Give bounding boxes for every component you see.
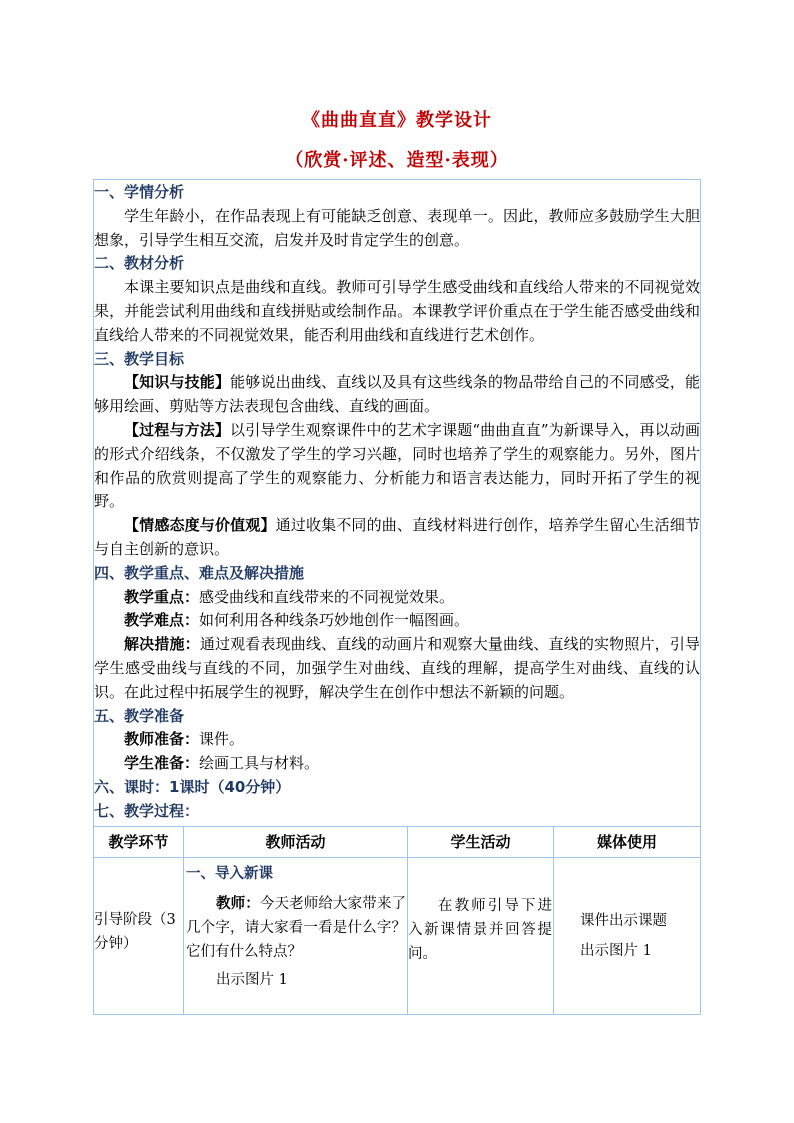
media-item-1: 课件出示课题 (580, 913, 667, 929)
objective-process-label: 【过程与方法】 (124, 420, 231, 439)
teacher-speech-label: 教师： (216, 895, 260, 912)
document-title: 《曲曲直直》教学设计 (302, 110, 492, 131)
objective-process-text: 以引导学生观察课件中的艺术字课题“曲曲直直”为新课导入，再以动画的形式介绍线条，不仅激发了学生的学习兴趣，同时也培养了学生的观察能力。另外，图片和作品的欣赏则提高了学生的观察能力、分析能力和语言表达能力，同时开拓了学生的视野。 (94, 420, 700, 511)
prep-teacher-text: 课件。 (199, 730, 245, 749)
teacher-activity-heading: 一、导入新课 (186, 866, 273, 882)
table-cell-student-activity (408, 894, 552, 966)
objective-knowledge-text: 能够说出曲线、直线以及具有这些线条的物品带给自己的不同感受，能够用绘画、剪贴等方法表现包含曲线、直线的画面。 (94, 373, 700, 416)
key-solution (94, 633, 700, 704)
table-cell-stage: 引导阶段（3分钟） (94, 912, 176, 952)
objective-knowledge (94, 371, 700, 419)
prep-student (94, 752, 700, 776)
key-difficulty (94, 609, 700, 633)
objective-process (94, 419, 700, 514)
objective-knowledge-label: 【知识与技能】 (124, 373, 231, 392)
table-header-stage: 教学环节 (108, 833, 169, 851)
table-header-media: 媒体使用 (596, 833, 657, 851)
table-header-border (93, 857, 701, 858)
teacher-speech-text: 今天老师给大家带来了几个字，请大家看一看是什么字？它们有什么特点？ (186, 896, 406, 960)
prep-student-text: 绘画工具与材料。 (199, 754, 320, 773)
prep-student-label: 学生准备： (124, 754, 200, 773)
section-heading-objectives: 三、教学目标 (94, 349, 185, 368)
lesson-plan-body (94, 181, 700, 824)
teacher-activity-speech (186, 892, 406, 964)
key-difficulty-label: 教学难点： (124, 611, 200, 630)
objective-emotion-label: 【情感态度与价值观】 (124, 516, 276, 535)
media-item-2: 出示图片 1 (580, 943, 652, 959)
objective-emotion (94, 514, 700, 562)
student-activity-text: 在教师引导下进入新课情景并回答提问。 (408, 898, 552, 962)
key-focus-label: 教学重点： (124, 587, 200, 606)
section-heading-student-analysis: 一、学情分析 (94, 183, 185, 201)
key-solution-label: 解决措施： (124, 635, 200, 654)
key-difficulty-text: 如何利用各种线条巧妙地创作一幅图画。 (199, 611, 470, 630)
section-heading-preparation: 五、教学准备 (94, 706, 185, 725)
section-heading-process: 七、教学过程： (94, 801, 200, 820)
key-solution-text: 通过观看表现曲线、直线的动画片和观察大量曲线、直线的实物照片，引导学生感受曲线与直线的不同，加强学生对曲线、直线的理解，提高学生对曲线、直线的认识。在此过程中拓展学生的视野，解决学生在创作中想法不新颖的问题。 (94, 635, 700, 701)
section-heading-material-analysis: 二、教材分析 (94, 254, 185, 273)
teacher-activity-show: 出示图片 1 (216, 972, 288, 988)
table-header-teacher: 教师活动 (265, 833, 326, 851)
prep-teacher (94, 728, 700, 752)
objective-emotion-text: 通过收集不同的曲、直线材料进行创作，培养学生留心生活细节与自主创新的意识。 (94, 516, 700, 558)
table-header-student: 学生活动 (450, 833, 511, 851)
table-cell-media (580, 909, 698, 963)
section-heading-class-hours: 六、课时：1课时（40分钟） (94, 777, 291, 796)
section-heading-key-points: 四、教学重点、难点及解决措施 (94, 563, 305, 582)
table-cell-teacher-activity (186, 862, 406, 992)
student-analysis-text: 学生年龄小，在作品表现上有可能缺乏创意、表现单一。因此，教师应多鼓励学生大胆想象，引导学生相互交流，启发并及时肯定学生的创意。 (94, 206, 700, 249)
key-focus (94, 586, 700, 610)
document-subtitle: （欣赏·评述、造型·表现） (285, 150, 509, 171)
prep-teacher-label: 教师准备： (124, 730, 200, 749)
key-focus-text: 感受曲线和直线带来的不同视觉效果。 (199, 587, 455, 606)
material-analysis-text: 本课主要知识点是曲线和直线。教师可引导学生感受曲线和直线给人带来的不同视觉效果，并能尝试利用曲线和直线拼贴或绘制作品。本课教学评价重点在于学生能否感受曲线和直线给人带来的不同视觉效果，能否利用曲线和直线进行艺术创作。 (94, 278, 700, 344)
